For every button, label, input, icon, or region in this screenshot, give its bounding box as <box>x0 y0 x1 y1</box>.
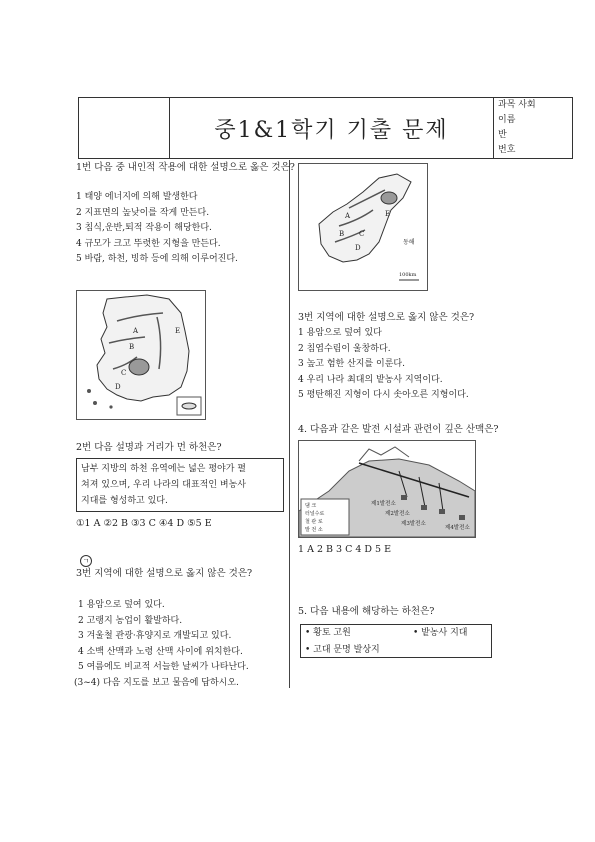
station-1: 제1발전소 <box>371 501 396 507</box>
legend-pipe: 철 관 로 <box>305 519 323 525</box>
q1-question: 1번 다음 중 내인적 작용에 대한 설명으로 옳은 것은? <box>76 162 295 173</box>
q3-4-footer: (3~4) 다음 지도를 보고 물음에 답하시오. <box>74 677 239 688</box>
q3-marker <box>80 548 92 567</box>
q2-answers[interactable]: ①1 A ②2 B ③3 C ④4 D ⑤5 E <box>76 518 212 529</box>
south-korea-map-drawing <box>77 291 205 419</box>
column-divider <box>289 160 290 688</box>
map1-label-c: C <box>121 369 127 377</box>
meta-number: 번호 <box>498 145 516 155</box>
north-korea-map-drawing <box>299 164 427 290</box>
q3b-option-4[interactable]: 4 우리 나라 최대의 밭농사 지역이다. <box>298 374 443 385</box>
map2-scale-label: 100km <box>399 272 417 278</box>
q5-item-civilization: • 고대 문명 발상지 <box>305 644 380 655</box>
q3-options <box>74 598 249 692</box>
q3-option-3[interactable]: 3 겨울철 관광·휴양지로 개발되고 있다. <box>78 631 232 642</box>
power-plant-diagram <box>298 440 476 538</box>
q2-passage-box <box>76 458 284 512</box>
q3-question: 3번 지역에 대한 설명으로 옳지 않은 것은? <box>76 568 253 579</box>
legend-tunnel: 터널수로 <box>305 511 325 517</box>
q1-option-4[interactable]: 4 규모가 크고 뚜렷한 지형을 만든다. <box>76 238 221 249</box>
page-title: 중1&1학기 기출 문제 <box>170 98 494 159</box>
q2-passage-line-2: 쳐져 있으며, 우리 나라의 대표적인 벼농사 <box>81 480 246 490</box>
station-2: 제2발전소 <box>385 511 410 517</box>
meta-name: 이름 <box>498 115 516 125</box>
map2-label-c: C <box>359 230 365 238</box>
q3-option-2[interactable]: 2 고랭지 농업이 활발하다. <box>78 615 183 626</box>
station-3: 제3발전소 <box>401 521 426 527</box>
q3b-options <box>298 326 469 404</box>
q3b-question: 3번 지역에 대한 설명으로 옳지 않은 것은? <box>298 312 475 323</box>
q2-passage-line-1: 남부 지방의 하천 유역에는 넓은 평야가 펼 <box>81 464 246 474</box>
north-korea-map <box>298 163 428 291</box>
q3-option-1[interactable]: 1 용암으로 덮여 있다. <box>78 600 165 610</box>
station-4: 제4발전소 <box>445 525 470 531</box>
q1-option-3[interactable]: 3 침식,운반,퇴적 작용이 해당한다. <box>76 223 212 234</box>
q5-item-field: • 밭농사 지대 <box>413 628 468 638</box>
q3-circled-marker: ㄱ <box>80 555 92 567</box>
q3b-option-3[interactable]: 3 높고 험한 산지를 이룬다. <box>298 359 405 370</box>
q3-option-4[interactable]: 4 소백 산맥과 노령 산맥 사이에 위치한다. <box>78 646 243 657</box>
q4-question: 4. 다음과 같은 발전 시설과 관련이 깊은 산맥은? <box>298 424 499 435</box>
q1-option-5[interactable]: 5 바람, 하천, 빙하 등에 의해 이루어진다. <box>76 254 238 265</box>
map1-label-d: D <box>115 383 121 391</box>
q2-passage-line-3: 지대를 형성하고 있다. <box>81 496 168 506</box>
legend-dam: 댐 크 <box>305 503 317 509</box>
q5-question: 5. 다음 내용에 해당하는 하천은? <box>298 606 435 617</box>
q3-option-5[interactable]: 5 여름에도 비교적 서늘한 날씨가 나타난다. <box>78 662 249 673</box>
q1-options <box>76 190 238 268</box>
power-plant-drawing <box>299 441 475 537</box>
q1-option-2[interactable]: 2 지표면의 높낮이를 작게 만든다. <box>76 207 210 218</box>
legend-station: 발 전 소 <box>305 527 323 533</box>
map2-sea-label: 동해 <box>403 239 415 246</box>
map2-label-d: D <box>355 244 361 252</box>
q5-row-1 <box>301 625 491 643</box>
map1-label-b: B <box>129 343 135 351</box>
map2-label-e: E <box>385 210 391 218</box>
q1-option-1[interactable]: 1 태양 에너지에 의해 발생한다 <box>76 192 198 202</box>
q2-passage <box>77 459 283 511</box>
south-korea-map <box>76 290 206 420</box>
q5-item-loess: • 황토 고원 <box>305 628 351 638</box>
map2-label-b: B <box>339 230 345 238</box>
q3b-option-1[interactable]: 1 용암으로 덮여 있다 <box>298 328 382 338</box>
meta-subject: 과목 사회 <box>498 100 536 110</box>
map1-label-a: A <box>133 327 139 335</box>
header-table <box>78 97 573 159</box>
map1-label-e: E <box>175 327 181 335</box>
map2-label-a: A <box>345 212 351 220</box>
meta-class: 반 <box>498 130 507 140</box>
q5-box <box>300 624 492 658</box>
q3b-option-2[interactable]: 2 침엽수림이 울창하다. <box>298 343 391 354</box>
q2-question: 2번 다음 설명과 거리가 먼 하천은? <box>76 442 222 453</box>
header-blank-cell <box>79 98 170 159</box>
q4-answers[interactable]: 1 A 2 B 3 C 4 D 5 E <box>298 544 392 555</box>
q3b-option-5[interactable]: 5 평탄해진 지형이 다시 솟아오른 지형이다. <box>298 390 469 401</box>
header-meta-cell <box>494 98 573 159</box>
